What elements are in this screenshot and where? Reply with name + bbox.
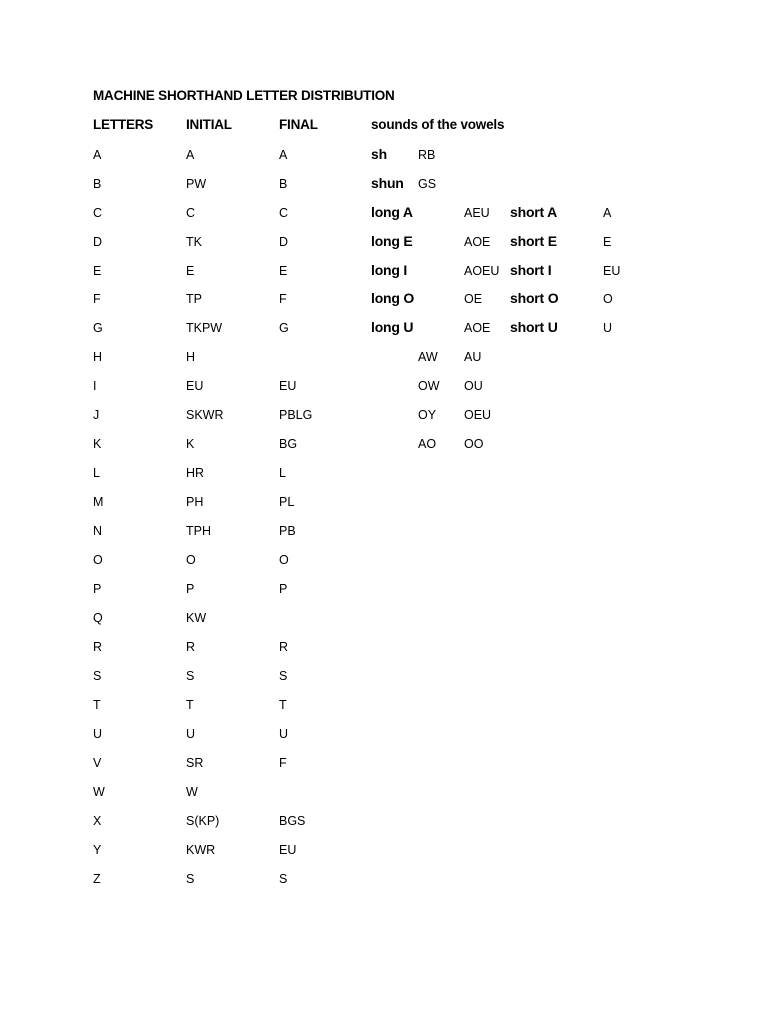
final-cell: BGS: [279, 814, 306, 828]
initial-cell: EU: [186, 379, 204, 393]
diphthong-stroke: AU: [464, 350, 482, 364]
header-final: FINAL: [279, 117, 318, 132]
final-cell: L: [279, 466, 286, 480]
letter-cell: O: [93, 553, 103, 567]
initial-cell: PH: [186, 495, 204, 509]
sound-label: sh: [371, 146, 387, 162]
initial-cell: W: [186, 785, 198, 799]
letter-cell: F: [93, 292, 101, 306]
final-cell: BG: [279, 437, 298, 451]
long-vowel-stroke: AOE: [464, 235, 491, 249]
final-cell: D: [279, 235, 289, 249]
letter-cell: L: [93, 466, 100, 480]
final-cell: EU: [279, 379, 297, 393]
diphthong-sound: OW: [418, 379, 440, 393]
final-cell: PL: [279, 495, 295, 509]
initial-cell: SKWR: [186, 408, 224, 422]
letter-cell: C: [93, 206, 103, 220]
initial-cell: C: [186, 206, 196, 220]
initial-cell: S(KP): [186, 814, 220, 828]
initial-cell: KW: [186, 611, 207, 625]
initial-cell: E: [186, 264, 195, 278]
final-cell: A: [279, 148, 288, 162]
diphthong-sound: AW: [418, 350, 438, 364]
diphthong-stroke: OU: [464, 379, 483, 393]
final-cell: F: [279, 756, 287, 770]
short-vowel-stroke: E: [603, 235, 612, 249]
diphthong-sound: AO: [418, 437, 437, 451]
letter-cell: I: [93, 379, 97, 393]
short-vowel-stroke: O: [603, 292, 613, 306]
letter-cell: X: [93, 814, 102, 828]
long-vowel-stroke: AEU: [464, 206, 490, 220]
initial-cell: PW: [186, 177, 207, 191]
initial-cell: A: [186, 148, 195, 162]
initial-cell: TK: [186, 235, 202, 249]
diphthong-stroke: OEU: [464, 408, 492, 422]
long-vowel-label: long E: [371, 233, 413, 249]
initial-cell: KWR: [186, 843, 216, 857]
short-vowel-stroke: EU: [603, 264, 621, 278]
letter-cell: M: [93, 495, 104, 509]
diphthong-sound: OY: [418, 408, 437, 422]
letter-cell: E: [93, 264, 102, 278]
letter-cell: Y: [93, 843, 102, 857]
initial-cell: T: [186, 698, 194, 712]
initial-cell: H: [186, 350, 196, 364]
final-cell: EU: [279, 843, 297, 857]
long-vowel-label: long O: [371, 290, 415, 306]
final-cell: R: [279, 640, 289, 654]
final-cell: T: [279, 698, 287, 712]
initial-cell: O: [186, 553, 196, 567]
short-vowel-stroke: U: [603, 321, 613, 335]
long-vowel-label: long A: [371, 204, 413, 220]
letter-cell: S: [93, 669, 102, 683]
initial-cell: U: [186, 727, 196, 741]
page-title: MACHINE SHORTHAND LETTER DISTRIBUTION: [93, 88, 395, 103]
final-cell: E: [279, 264, 288, 278]
short-vowel-stroke: A: [603, 206, 612, 220]
letter-cell: N: [93, 524, 103, 538]
short-vowel-label: short O: [510, 290, 559, 306]
long-vowel-label: long U: [371, 319, 414, 335]
letter-cell: W: [93, 785, 105, 799]
final-cell: O: [279, 553, 289, 567]
sound-stroke: RB: [418, 148, 436, 162]
letter-cell: U: [93, 727, 103, 741]
final-cell: PB: [279, 524, 296, 538]
initial-cell: TKPW: [186, 321, 223, 335]
initial-cell: R: [186, 640, 196, 654]
short-vowel-label: short I: [510, 262, 552, 278]
sound-stroke: GS: [418, 177, 437, 191]
final-cell: B: [279, 177, 288, 191]
header-vowels: sounds of the vowels: [371, 117, 505, 132]
long-vowel-stroke: AOEU: [464, 264, 500, 278]
initial-cell: TPH: [186, 524, 211, 538]
letter-cell: J: [93, 408, 100, 422]
short-vowel-label: short U: [510, 319, 558, 335]
final-cell: F: [279, 292, 287, 306]
long-vowel-label: long I: [371, 262, 408, 278]
final-cell: U: [279, 727, 289, 741]
letter-cell: R: [93, 640, 103, 654]
initial-cell: K: [186, 437, 195, 451]
letter-cell: V: [93, 756, 102, 770]
short-vowel-label: short E: [510, 233, 557, 249]
short-vowel-label: short A: [510, 204, 558, 220]
initial-cell: TP: [186, 292, 202, 306]
letter-cell: Q: [93, 611, 103, 625]
long-vowel-stroke: AOE: [464, 321, 491, 335]
letter-cell: D: [93, 235, 103, 249]
sound-label: shun: [371, 175, 404, 191]
letter-cell: B: [93, 177, 102, 191]
final-cell: G: [279, 321, 289, 335]
final-cell: P: [279, 582, 288, 596]
letter-cell: Z: [93, 872, 101, 886]
final-cell: C: [279, 206, 289, 220]
initial-cell: S: [186, 872, 195, 886]
letter-cell: A: [93, 148, 102, 162]
header-letters: LETTERS: [93, 117, 154, 132]
long-vowel-stroke: OE: [464, 292, 483, 306]
final-cell: S: [279, 872, 288, 886]
initial-cell: S: [186, 669, 195, 683]
initial-cell: SR: [186, 756, 204, 770]
header-initial: INITIAL: [186, 117, 232, 132]
letter-cell: G: [93, 321, 103, 335]
initial-cell: P: [186, 582, 195, 596]
initial-cell: HR: [186, 466, 205, 480]
diphthong-stroke: OO: [464, 437, 484, 451]
letter-cell: T: [93, 698, 101, 712]
letter-cell: H: [93, 350, 103, 364]
final-cell: PBLG: [279, 408, 313, 422]
letter-cell: K: [93, 437, 102, 451]
letter-cell: P: [93, 582, 102, 596]
final-cell: S: [279, 669, 288, 683]
